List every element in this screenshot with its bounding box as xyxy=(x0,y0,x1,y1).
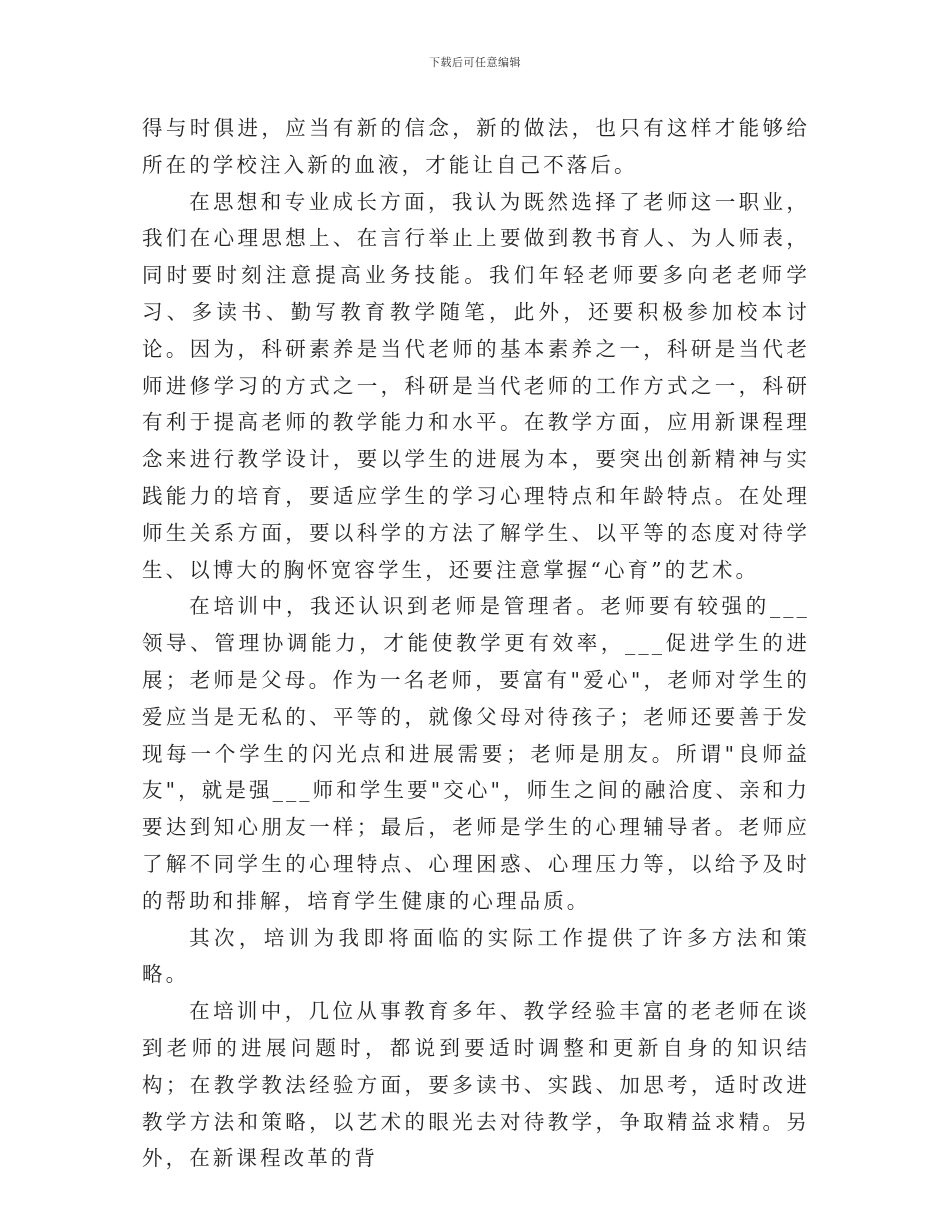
paragraph-experienced-teachers: 在培训中，几位从事教育多年、教学经验丰富的老老师在谈到老师的进展问题时，都说到要适时调整和更新自身的知识结构；在教学教法经验方面，要多读书、实践、加思考，适时改进教学方法和策略，以艺术的眼光去对待教学，争取精益求精。另外，在新课程改革的背 xyxy=(142,999,810,1171)
paragraph-continuation: 得与时俱进，应当有新的信念，新的做法，也只有这样才能够给所在的学校注入新的血液，才能让自己不落后。 xyxy=(142,116,810,177)
paragraph-methods-intro: 其次，培训为我即将面临的实际工作提供了许多方法和策略。 xyxy=(142,925,810,987)
paragraph-teacher-roles: 在培训中，我还认识到老师是管理者。老师要有较强的___领导、管理协调能力，才能使教学更有效率，___促进学生的进展；老师是父母。作为一名老师，要富有"爱心"，老师对学生的爱应当是无私的、平等的，就像父母对待孩子；老师还要善于发现每一个学生的闪光点和进展需要；老师是朋友。所谓"良师益友"，就是强___师和学生要"交心"，师生之间的融洽度、亲和力要达到知心朋友一样；最后，老师是学生的心理辅导者。老师应了解不同学生的心理特点、心理困惑、心理压力等，以给予及时的帮助和排解，培育学生健康的心理品质。 xyxy=(142,594,810,913)
page-header: 下载后可任意编辑 xyxy=(429,56,521,69)
document-body xyxy=(142,110,810,1177)
paragraph-professional-growth: 在思想和专业成长方面，我认为既然选择了老师这一职业，我们在心理思想上、在言行举止上要做到教书育人、为人师表，同时要时刻注意提高业务技能。我们年轻老师要多向老老师学习、多读书、勤写教育教学随笔，此外，还要积极参加校本讨论。因为，科研素养是当代老师的基本素养之一，科研是当代老师进修学习的方式之一，科研是当代老师的工作方式之一，科研有利于提高老师的教学能力和水平。在教学方面，应用新课程理念来进行教学设计，要以学生的进展为本，要突出创新精神与实践能力的培育，要适应学生的学习心理特点和年龄特点。在处理师生关系方面，要以科学的方法了解学生、以平等的态度对待学生、以博大的胸怀宽容学生，还要注意掌握“心育”的艺术。 xyxy=(142,189,810,582)
